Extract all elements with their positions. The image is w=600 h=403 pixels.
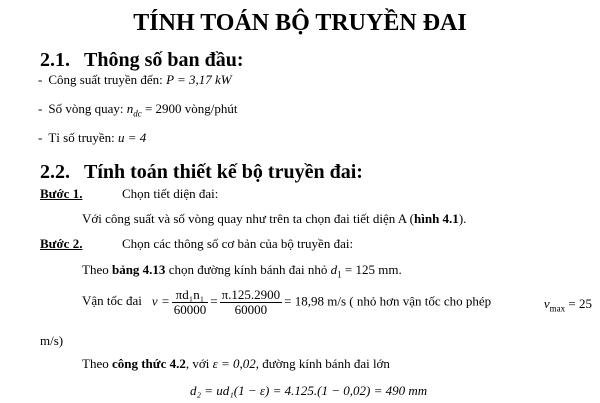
text: Vận tốc đai [82, 293, 142, 309]
denominator: 60000 [234, 302, 268, 317]
step-title: Chọn các thông số cơ bản của bộ truyền đai: [122, 236, 354, 251]
bullet-math-rest: = 2900 vòng/phút [141, 101, 238, 116]
step-1-body [82, 211, 466, 227]
bullet-text: Số vòng quay: [48, 101, 127, 116]
text: Với công suất và số vòng quay như trên ta chọn đai tiết diện A ( [82, 211, 414, 226]
section-heading-2-1 [40, 49, 244, 72]
fraction-2 [220, 288, 283, 317]
bullet-math: n [126, 101, 134, 116]
bullet-math-sub: dc [133, 108, 142, 119]
bullet-math: P = 3,17 kW [166, 72, 232, 87]
step-label: Bước 2. [40, 236, 83, 251]
bullet-ratio [38, 130, 146, 146]
bullet-math: u = 4 [118, 130, 147, 145]
step-2-line-1 [82, 262, 402, 280]
bullet-speed [38, 101, 238, 119]
text: = 18,98 m/s ( nhỏ hơn vận tốc cho phép [284, 293, 492, 309]
bold-ref: hình 4.1 [414, 211, 459, 226]
numerator: π.125.2900 [221, 287, 281, 302]
math-var: ε = 0,02 [212, 356, 256, 371]
denominator: 60000 [173, 302, 207, 317]
math-formula: d₂ = ud₁(1 − ε) = 4.125.(1 − 0,02) = 490 mm [190, 383, 428, 398]
document-title: TÍNH TOÁN BỘ TRUYỀN ĐAI [133, 10, 467, 36]
bullet-dash: - [38, 130, 43, 145]
step-2 [40, 236, 353, 252]
step-title: Chọn tiết diện đai: [122, 186, 219, 201]
math-var: d [330, 262, 338, 277]
step-label: Bước 1. [40, 186, 83, 201]
text: chọn đường kính bánh đai nhỏ [165, 262, 331, 277]
bold-ref: bảng 4.13 [111, 262, 166, 277]
bullet-dash: - [38, 72, 43, 87]
text: Theo [82, 262, 112, 277]
section-title: Tính toán thiết kế bộ truyền đai: [84, 161, 363, 183]
section-number: 2.2. [40, 161, 70, 183]
bullet-dash: - [38, 101, 43, 116]
math-var: v = [151, 293, 170, 309]
unit-wrap: m/s) [40, 333, 64, 348]
math-val: = 25 [568, 296, 592, 311]
formula-d2 [190, 383, 427, 399]
step-1 [40, 186, 218, 202]
math-sub: max [549, 303, 566, 314]
math-sub: 1 [337, 269, 342, 280]
step-2-line-3 [82, 356, 390, 372]
fraction-1 [172, 288, 209, 317]
vmax [544, 296, 592, 314]
text: ). [458, 211, 467, 226]
section-title: Thông số ban đầu: [84, 49, 244, 71]
bullet-text: Tỉ số truyền: [48, 130, 119, 145]
section-heading-2-2 [40, 161, 363, 184]
math-var: v [543, 296, 550, 311]
text: , với [185, 356, 213, 371]
math-val: = 125 mm. [341, 262, 402, 277]
section-number: 2.1. [40, 49, 70, 71]
bold-ref: công thức 4.2 [111, 356, 186, 371]
velocity-equation: Vận tốc đai v = $\frac{\text{πd₁n₁}}{60000}$ = $\frac{\pi.125.2900}{60000}$ = 18,98 m/s ( nhỏ hơn vận tốc cho phép [82, 287, 492, 317]
bullet-power [38, 72, 232, 88]
text: Theo [82, 356, 112, 371]
text: , đường kính bánh đai lớn [255, 356, 390, 371]
bullet-text: Công suất truyền đến: [48, 72, 167, 87]
numerator: πd₁n₁ [172, 288, 209, 303]
